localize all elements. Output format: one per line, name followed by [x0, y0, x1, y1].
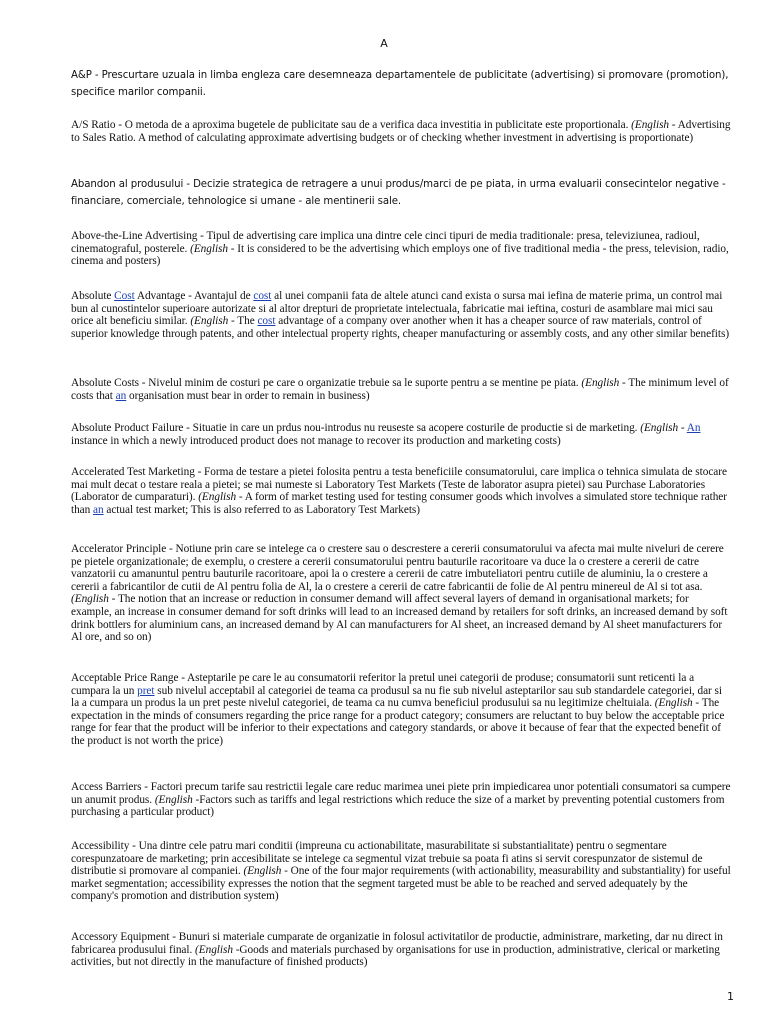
- entry-english-text: - A form of market testing used for testing consumer goods which involves a simulated store technique rather than: [71, 491, 727, 516]
- entry-english-text: organisation must bear in order to remain in business): [126, 389, 370, 402]
- entry-text: Accelerator Principle - Notiune prin care se intelege ca o crestere sau o descrestere a cererii consumatorului va afecta mai multe niveluri de cerere pe pietele organizationale; de exemplu, o crestere a cererii consumatorului pentru bauturile racoritoare va duce la o crestere a cererii de catre vanzatorii cu amanuntul pentru bauturile racoritoare, apoi la o crestere a cererii de catre imbuteliatori pentru cutiile de aluminiu, la o crestere a cererii a fabricantilor de cutii de Al pentru folia de Al, la o crestere a cererii de catre fabricantii de folie de Al pentru minereul de Al si tot asa.: [71, 543, 724, 593]
- entry-english-text: -: [678, 422, 687, 434]
- english-marker: (English: [654, 697, 693, 710]
- entry-absolute-product-failure: [71, 422, 731, 447]
- entry-text: Acceptable Price Range - Asteptarile pe care le au consumatorii referitor la pretul unei categorii de produse; consumatorii sunt reticenti la a cumpara la un: [71, 672, 695, 697]
- english-marker: (English: [154, 793, 193, 806]
- entry-text: A/S Ratio - O metoda de a aproxima bugetele de publicitate sau de a verifica daca investitia in publicitate este proportionala.: [71, 119, 632, 131]
- entry-above-the-line: [71, 230, 731, 268]
- entry-access-barriers: [71, 781, 731, 819]
- pret-link[interactable]: pret: [137, 684, 155, 697]
- entry-acceptable-price-range: [71, 672, 731, 748]
- entry-text: Accessibility - Una dintre cele patru mari conditii (impreuna cu actionabilitate, masurabilitate si substantialitate) pentru o segmentare corespunzatoare de marketing; prin accesibilitate se intelege ca segmentul vizat trebuie sa poata fi atins si servit corespunzator de sistemul de distributie si promovare al companiei.: [71, 840, 703, 878]
- entry-absolute-costs: [71, 377, 731, 402]
- entry-english-text: actual test market; This is also referred to as Laboratory Test Markets): [103, 503, 420, 516]
- entry-text: sub nivelul acceptabil al categoriei de teama ca produsul sa nu fie sub nivelul asteptarilor sau sub standardele categoriei, dar si la a cumpara un produs la un pret peste nivelul categoriei, de teama ca nu cumva beneficiul produsului sa nu legitimize cheltuiala.: [71, 684, 722, 710]
- entry-text: Absolute Product Failure - Situatie in care un prdus nou-introdus nu reuseste sa acopere costurile de productie si de marketing.: [71, 422, 641, 434]
- entry-english-text: - The expectation in the minds of consumers regarding the price range for a product category; consumers are reluctant to buy below the acceptable price range for fear that the product will be inferior to their expectations and category standards, or above it because of fear that the expected benefit of the product is not worth the price): [71, 697, 725, 747]
- entry-text: Absolute Costs - Nivelul minim de costuri pe care o organizatie trebuie sa le suporte pentru a se mentine pe piata.: [71, 377, 582, 389]
- entry-english-text: - The: [228, 315, 258, 328]
- cost-link[interactable]: cost: [253, 290, 272, 302]
- entry-as-ratio: [71, 119, 731, 144]
- entry-text: Accelerated Test Marketing - Forma de testare a pietei folosita pentru a testa beneficiile consumatorului, care implica o tehnica simulata de stocare mai mult decat o testare reala a pietei; se mai numeste si Laboratory Test Markets (Teste de laborator asupra pietei) sau Purchase Laboratories (Laborator de cumparaturi).: [71, 466, 727, 504]
- english-marker: (English: [190, 315, 229, 328]
- entry-text: al unei companii fata de altele atunci cand exista o sursa mai iefina de materie prima, un control mai bun al cunostintelor superioare autorizate si al altor drepturi de proprietate intelectuala, fabricatie mai ieftina, costuri de asamblare mai mici sau orice alt beneficiu similar.: [71, 290, 723, 328]
- english-marker: (English: [640, 422, 679, 434]
- entry-text: Accessory Equipment - Bunuri si materiale cumparate de organizatie in folosul activitatilor de productie, administrare, marketing, dar nu direct in fabricarea produsului final.: [71, 931, 723, 956]
- entry-accelerator-principle: [71, 543, 731, 644]
- entry-english-text: - It is considered to be the advertising which employs one of five traditional media - the press, television, radio, cinema and posters): [71, 242, 729, 268]
- page-number: 1: [727, 990, 734, 1003]
- entry-english-text: instance in which a newly introduced product does not manage to recover its production and marketing costs): [71, 434, 561, 447]
- english-marker: (English: [190, 242, 228, 255]
- entry-english-text: - The notion that an increase or reduction in consumer demand will affect several layers of demand in organisational markets; for example, an increase in consumer demand for soft drinks will lead to an increased demand by retailers for soft drinks, an increased demand by soft drink bottlers for aluminium cans, an increased demand by Al can manufacturers for Al sheet, an increased demand by Al sheet manufacturers for Al ore, and so on): [71, 593, 728, 644]
- entry-english-text: - One of the four major requirements (with actionability, measurability and substantiality) for useful market segmentation; accessibility expresses the notion that the segment targeted must be able to be reached and served adequately by the company's promotion and distribution system): [71, 865, 731, 903]
- entry-ap: [71, 67, 731, 101]
- english-marker: (English: [581, 377, 620, 389]
- cost-link[interactable]: cost: [257, 315, 276, 328]
- cost-link[interactable]: Cost: [114, 290, 135, 302]
- an-link[interactable]: An: [686, 422, 701, 434]
- english-marker: (English: [195, 943, 233, 956]
- entry-accessory-equipment: [71, 931, 731, 969]
- english-marker: (English: [631, 119, 670, 131]
- entry-text: Absolute: [71, 290, 115, 302]
- english-marker: (English: [71, 593, 109, 606]
- entry-absolute-cost-advantage: [71, 290, 731, 340]
- section-heading: A: [380, 37, 388, 50]
- entry-accessibility: [71, 840, 731, 903]
- entry-english-text: - The minimum level of costs that: [71, 377, 729, 402]
- an-link[interactable]: an: [93, 503, 104, 516]
- entry-english-text: -Goods and materials purchased by organisations for use in production, administrative, clerical or marketing activities, but not directly in the manufacture of finished products): [71, 943, 720, 969]
- entry-abandon: [71, 176, 731, 210]
- entry-text: Abandon al produsului - Decizie strategica de retragere a unui produs/marci de pe piata, in urma evaluarii consecintelor negative - financiare, comerciale, tehnologice si umane - ale mentinerii sale.: [71, 179, 726, 207]
- entry-accelerated-test-marketing: [71, 466, 731, 516]
- entry-english-text: advantage of a company over another when it has a cheaper source of raw materials, control of superior knowledge through patents, and other intelectual property rights, cheaper manufacturing or assembly costs, and any other similar benefits): [71, 315, 730, 340]
- entry-text: Above-the-Line Advertising - Tipul de advertising care implica una dintre cele cinci tipuri de media traditionale: presa, televiziunea, radioul, cinematograful, posterele.: [71, 230, 700, 255]
- entry-english-text: -Factors such as tariffs and legal restrictions which reduce the size of a market by preventing potential customers from purchasing a particular product): [71, 793, 725, 819]
- entry-text: Access Barriers - Factori precum tarife sau restrictii legale care reduc marimea unei piete prin impiedicarea unor potentiali consumatori sa cumpere un anumit produs.: [71, 781, 731, 806]
- english-marker: (English: [198, 491, 237, 504]
- english-marker: (English: [243, 865, 282, 878]
- entry-text: A&P - Prescurtare uzuala in limba engleza care desemneaza departamentele de publicitate (advertising) si promovare (promotion), specifice marilor companii.: [71, 70, 729, 98]
- an-link[interactable]: an: [115, 389, 127, 402]
- entry-text: Advantage - Avantajul de: [134, 290, 254, 302]
- entry-english-text: - Advertising to Sales Ratio. A method of calculating approximate advertising budgets or of checking whether investment in advertising is proportionate): [71, 119, 731, 144]
